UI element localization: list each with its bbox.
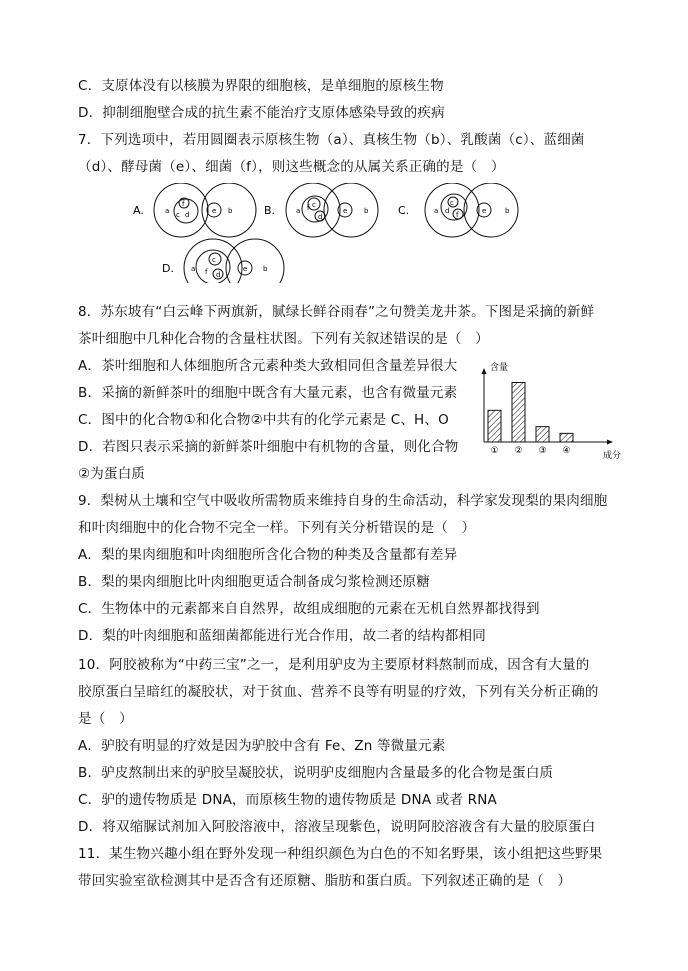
q7-c-label-a: a [434,207,439,215]
q7-d-label-d: d [216,271,221,279]
chart-tick-label-2: ② [514,446,523,456]
q9-option-a: A．梨的果肉细胞和叶肉细胞所含化合物的种类及含量都有差异 [78,547,458,563]
q7-option-b-label: B. [264,204,276,217]
q7-stem-line2: （d）、酵母菌（e）、细菌（f），则这些概念的从属关系正确的是（ ） [78,159,505,175]
q7-c-label-f: f [456,211,459,219]
q9-option-b: B．梨的果肉细胞比叶肉细胞更适合制备成匀浆检测还原糖 [78,574,430,590]
q10-option-b: B．驴皮熬制出来的驴胶呈凝胶状，说明驴皮细胞内含量最多的化合物是蛋白质 [78,765,554,781]
q7-c-label-d: d [445,207,450,215]
q7-d-label-b: b [263,265,268,273]
chart-x-arrow [607,440,613,445]
chart-bar-2 [512,382,525,442]
q7-b-label-b: b [364,207,369,215]
q7-a-label-f: f [182,200,185,208]
q7-option-c-label: C. [398,204,410,217]
chart-tick-label-4: ④ [562,446,571,456]
q7-b-label-c: c [312,201,316,209]
q7-a-label-a: a [165,207,170,215]
chart-bar-1 [488,410,501,442]
chart-tick-label-1: ① [490,446,499,456]
q7-b-label-f: f [307,204,310,212]
q10-option-a: A．驴胶有明显的疗效是因为驴胶中含有 Fe、Zn 等微量元素 [78,738,446,754]
q6-option-c: C．支原体没有以核膜为界限的细胞核，是单细胞的原核生物 [78,78,444,94]
q7-option-d-label: D. [162,262,174,275]
q10-option-d: D．将双缩脲试剂加入阿胶溶液中，溶液呈现紫色，说明阿胶溶液含有大量的胶原蛋白 [78,819,596,835]
q7-option-b [264,183,378,237]
q7-a-label-d: d [185,211,190,219]
q7-c-label-c: c [450,199,454,207]
q10-stem-line1: 10．阿胶被称为“中药三宝”之一，是利用驴皮为主要原材料熬制而成，因含有大量的 [78,657,590,673]
q8-stem-line1: 8．苏东坡有“白云峰下两旗新，腻绿长鲜谷雨春”之句赞美龙井茶。下图是采摘的新鲜 [78,304,595,320]
q7-options-figure [0,183,688,283]
q11-stem-line2: 带回实验室欲检测其中是否含有还原糖、脂肪和蛋白质。下列叙述正确的是（ ） [78,873,572,889]
q7-c-label-e: e [482,207,487,215]
q10-stem-line2: 胶原蛋白呈暗红的凝胶状，对于贫血、营养不良等有明显的疗效，下列有关分析正确的 [78,684,599,700]
chart-bar-4 [560,433,573,442]
q7-c-label-b: b [505,207,510,215]
q8-bar-chart [470,356,630,466]
q7-d-label-c: c [212,256,216,264]
q7-stem-line1: 7．下列选项中，若用圆圈表示原核生物（a）、真核生物（b）、乳酸菌（c）、蓝细菌 [78,132,585,148]
q7-d-label-a: a [191,265,196,273]
q8-option-d: D．若图只表示采摘的新鲜茶叶细胞中有机物的含量，则化合物 [78,439,459,455]
q8-option-a: A．茶叶细胞和人体细胞所含元素种类大致相同但含量差异很大 [78,358,458,374]
q11-stem-line1: 11．某生物兴趣小组在野外发现一种组织颜色为白色的不知名野果，该小组把这些野果 [78,846,603,862]
q8-option-b: B．采摘的新鲜茶叶的细胞中既含有大量元素，也含有微量元素 [78,385,458,401]
q7-b-label-d: d [318,213,323,221]
q7-option-c [398,183,518,237]
chart-xlabel: 成分 [603,451,622,461]
chart-bar-3 [536,427,549,442]
q7-a-label-b: b [228,207,233,215]
q8-stem-line2: 茶叶细胞中几种化合物的含量柱状图。下列有关叙述错误的是（ ） [78,331,489,347]
q7-d-label-e: e [243,265,248,273]
q9-option-d: D．梨的叶肉细胞和蓝细菌都能进行光合作用，故二者的结构都相同 [78,628,486,644]
q10-stem-line3: 是（ ） [78,711,133,727]
chart-ylabel: 含量 [490,363,509,373]
q6-option-d: D．抑制细胞壁合成的抗生素不能治疗支原体感染导致的疾病 [78,105,445,121]
q9-stem-line2: 和叶肉细胞中的化合物不完全一样。下列有关分析错误的是（ ） [78,520,476,536]
q7-a-label-c: c [176,211,180,219]
q8-option-d-cont: ②为蛋白质 [78,466,146,482]
q7-option-a [133,183,256,237]
q7-b-label-e: e [343,207,348,215]
chart-y-arrow [482,368,487,374]
q7-option-d [162,239,284,283]
chart-tick-label-3: ③ [538,446,547,456]
q9-option-c: C．生物体中的元素都来自自然界，故组成细胞的元素在无机自然界都找得到 [78,601,540,617]
q8-option-c: C．图中的化合物①和化合物②中共有的化学元素是 C、H、O [78,412,449,428]
q7-a-label-e: e [212,207,217,215]
q9-stem-line1: 9．梨树从土壤和空气中吸收所需物质来维持自身的生命活动，科学家发现梨的果肉细胞 [78,493,608,509]
q7-d-label-f: f [205,268,208,276]
q7-option-a-label: A. [133,204,144,217]
q10-option-c: C．驴的遗传物质是 DNA，而原核生物的遗传物质是 DNA 或者 RNA [78,792,497,808]
q7-b-label-a: a [296,207,301,215]
